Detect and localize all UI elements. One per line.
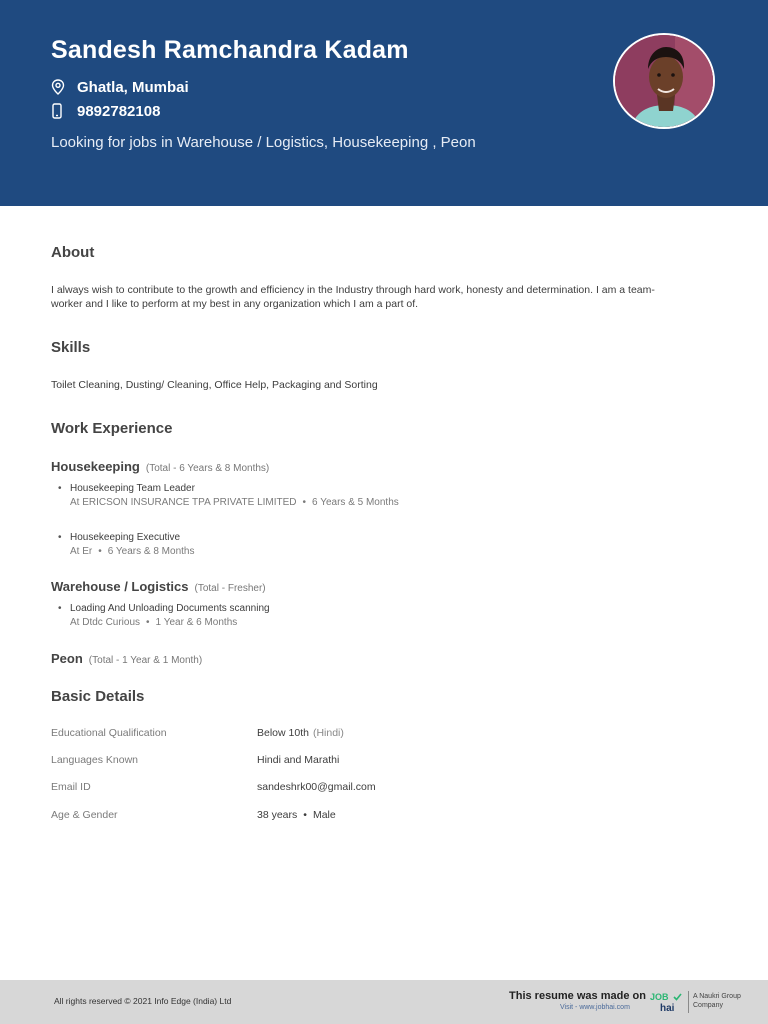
education-level: Below 10th xyxy=(257,727,309,739)
about-text-line-1: I always wish to contribute to the growth and efficiency in the Industry through hard work, honesty and determination. I am a team- xyxy=(51,284,655,296)
education-label: Educational Qualification xyxy=(51,727,167,739)
job-meta xyxy=(70,545,194,559)
phone-number[interactable]: 9892782108 xyxy=(77,102,161,120)
candidate-name: Sandesh Ramchandra Kadam xyxy=(51,36,409,64)
skills-text: Toilet Cleaning, Dusting/ Cleaning, Office Help, Packaging and Sorting xyxy=(51,379,378,391)
naukri-line-1: A Naukri Group xyxy=(693,993,741,1000)
job-company: At Er xyxy=(70,545,93,557)
about-text-line-2: worker and I like to perform at my best in any organization which I am a part of. xyxy=(51,298,419,310)
role-total: (Total - Fresher) xyxy=(194,583,266,594)
job-item xyxy=(58,531,194,558)
profile-header xyxy=(0,0,768,206)
separator-dot: • xyxy=(146,616,150,628)
logo-text-top: JOB xyxy=(650,992,669,1002)
visit-link[interactable]: Visit - www.jobhai.com xyxy=(560,1004,630,1011)
bullet: • xyxy=(58,483,62,494)
logo-divider xyxy=(688,991,689,1013)
job-title: Loading And Unloading Documents scanning xyxy=(70,603,270,614)
copyright-text: All rights reserved © 2021 Info Edge (India) Ltd xyxy=(54,996,232,1006)
role-warehouse-logistics xyxy=(51,579,266,594)
role-name: Housekeeping xyxy=(51,459,140,474)
bullet: • xyxy=(58,603,62,614)
about-heading: About xyxy=(51,244,95,261)
job-company: At Dtdc Curious xyxy=(70,616,141,628)
page-footer xyxy=(0,980,768,1024)
phone-row xyxy=(51,102,160,120)
age-gender-value xyxy=(257,809,336,821)
email-label: Email ID xyxy=(51,781,91,793)
avatar xyxy=(613,33,715,129)
job-meta xyxy=(70,616,270,630)
job-preferences: Looking for jobs in Warehouse / Logistics, Housekeeping , Peon xyxy=(51,134,476,151)
education-medium: (Hindi) xyxy=(312,727,344,739)
naukri-group-text xyxy=(693,992,749,1010)
job-duration: 6 Years & 8 Months xyxy=(107,545,195,557)
role-peon xyxy=(51,651,202,666)
work-experience-heading: Work Experience xyxy=(51,420,173,437)
skills-heading: Skills xyxy=(51,339,91,356)
job-item xyxy=(58,602,270,629)
location-pin-icon xyxy=(51,78,77,96)
location-row xyxy=(51,78,189,96)
logo-text-bottom: hai xyxy=(660,1003,675,1014)
job-title: Housekeeping Team Leader xyxy=(70,483,195,494)
jobhai-logo[interactable] xyxy=(649,990,685,1014)
job-company: At ERICSON INSURANCE TPA PRIVATE LIMITED xyxy=(70,496,297,508)
role-housekeeping xyxy=(51,459,269,474)
job-duration: 6 Years & 5 Months xyxy=(312,496,399,508)
job-item xyxy=(58,482,399,509)
job-title: Housekeeping Executive xyxy=(70,532,181,543)
age-gender-label: Age & Gender xyxy=(51,809,118,821)
location-text: Ghatla, Mumbai xyxy=(77,78,189,96)
age-value: 38 years xyxy=(257,809,298,821)
job-meta xyxy=(70,496,399,510)
languages-label: Languages Known xyxy=(51,754,138,766)
email-value[interactable]: sandeshrk00@gmail.com xyxy=(257,781,376,793)
gender-value: Male xyxy=(312,809,336,821)
education-value xyxy=(257,727,344,739)
separator-dot: • xyxy=(303,809,307,821)
role-total: (Total - 6 Years & 8 Months) xyxy=(145,463,270,474)
role-name: Warehouse / Logistics xyxy=(51,579,189,594)
naukri-line-2: Company xyxy=(693,1002,723,1009)
languages-value: Hindi and Marathi xyxy=(257,754,340,766)
separator-dot: • xyxy=(302,496,307,508)
bullet: • xyxy=(58,532,62,543)
made-on-text: This resume was made on xyxy=(509,990,646,1002)
separator-dot: • xyxy=(98,545,102,557)
job-duration: 1 Year & 6 Months xyxy=(155,616,238,628)
phone-icon xyxy=(51,102,77,120)
role-name: Peon xyxy=(51,651,83,666)
basic-details-heading: Basic Details xyxy=(51,688,145,705)
role-total: (Total - 1 Year & 1 Month) xyxy=(88,655,203,666)
